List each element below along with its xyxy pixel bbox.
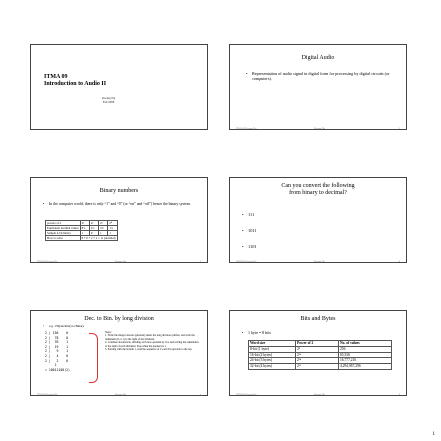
division-result: = 10011100(2) (45, 367, 70, 372)
division-line: 2 | 9 1 (45, 349, 69, 354)
table-cell: 1 (99, 231, 108, 236)
slide2-bullet-1: • Representation of audio signal in digital form for processing by digital circuits (or computers). (246, 71, 396, 81)
slide5-steps (105, 331, 201, 351)
slide2-footer-right: 2 (398, 127, 400, 130)
division-line: 2 | 19 1 (45, 344, 69, 349)
table-cell: 2⁸ (296, 346, 339, 352)
slide2-title: Digital Audio (301, 55, 335, 61)
slide1-title-line2: Introduction to Audio II (44, 81, 107, 87)
table-cell: Sample 4-bit binary (46, 231, 81, 236)
steps-heading: Steps: (105, 331, 112, 334)
slide5-footer-right: 5 (199, 393, 201, 396)
slide2-footer-left: ITMA09 Kwang Ng (236, 127, 257, 130)
slide-thumbnail-4 (229, 177, 407, 263)
table-cell: 2²⁴ (296, 358, 339, 364)
table-cell: 2¹ (99, 221, 108, 226)
slide6-footer-left: ITMA09 Kwang Ng (236, 393, 257, 396)
table-cell: 2² (89, 221, 98, 226)
table-cell: 1 (80, 231, 89, 236)
slide6-title: Bits and Bytes (300, 316, 336, 322)
slide4-items (242, 207, 257, 255)
slide-thumbnail-6 (229, 310, 407, 396)
table-row (46, 236, 118, 241)
slide5-bullets (43, 324, 84, 328)
slide-thumbnail-5 (30, 310, 208, 396)
slide6-bullet-1: • 1 byte = 8 bits (242, 330, 271, 335)
table-cell: 16-bit (2 bytes) (249, 352, 296, 358)
table-cell: 4’s (89, 226, 98, 231)
slide6-footer-right: 6 (398, 393, 400, 396)
slide5-footer-center: Kwang Ng (115, 393, 126, 396)
table-cell: 1 (108, 231, 117, 236)
slide4-item-3: • 1101 (242, 239, 257, 255)
slide3-footer-center: Kwang Ng (115, 260, 126, 263)
slide6-footer-center: Kwang Ng (314, 393, 325, 396)
slide3-title: Binary numbers (99, 188, 139, 194)
slide1-author-term: Fall 2008 (102, 100, 115, 104)
slide3-bullet-1: • In the computer world, there is only “1” and “0” (or “on” and “off”) hence the binary system. (43, 202, 195, 207)
table-row (249, 364, 392, 370)
slide3-table (45, 220, 118, 241)
table-cell: How to solve (46, 236, 81, 241)
table-cell: 0 (89, 231, 98, 236)
result-brace (89, 333, 98, 383)
table-cell: 8 + 0 + 2 + 1 = 11 (decimal) (81, 236, 116, 240)
step-3: 3. Starting with the bottom 1, read the sequence of 1's and 0's upwards to the top. (105, 348, 193, 352)
division-line: 2 | 156 0 (45, 331, 69, 335)
slide4-footer-left: ITMA09 Kwang Ng (236, 260, 257, 263)
slide5-footer-left: ITMA09 Kwang Ng (37, 393, 58, 396)
table-cell: Equivalent decimal values (47, 226, 79, 230)
table-cell: 2’s (99, 226, 108, 231)
slide2-footer-center: Kwang Ng (314, 127, 325, 130)
table-cell: 8’s (80, 226, 89, 231)
division-line: 1 (45, 363, 57, 368)
division-line: 2 | 2 0 (45, 358, 69, 363)
slide4-item-1: • 111 (242, 207, 257, 223)
slide4-title-line1: Can you convert the following (281, 183, 355, 189)
table-cell: 1’s (108, 226, 117, 231)
table-cell: 256 (339, 346, 392, 352)
step-1: 1. Write the integer answer (quotient) under the long division symbol, and write the remainder (0 or 1) to the right of the dividend. (105, 334, 195, 341)
division-line: 2 | 78 0 (45, 335, 69, 340)
page-number: 1 (432, 432, 435, 437)
slide4-title-line2: from binary to decimal? (289, 190, 347, 196)
slide-thumbnail-3 (30, 177, 208, 263)
slide2-bullets (246, 71, 396, 81)
table-cell: 24-bit (3 bytes) (249, 358, 296, 364)
table-cell: powers of 2 (46, 221, 81, 226)
slide4-title (230, 183, 406, 197)
slide3-bullets (43, 202, 195, 207)
slide5-title: Dec. to Bin. by long division (84, 316, 154, 322)
slide4-item-2: • 1011 (242, 223, 257, 239)
slide1-author (102, 96, 115, 104)
table-cell: 65,536 (339, 352, 392, 358)
slide1-title-line1: ITMA 09 (44, 74, 68, 80)
table-cell: 2¹⁶ (296, 352, 339, 358)
slide4-footer-center: Kwang Ng (314, 260, 325, 263)
step-2: 2. Continue downwards, dividing each new quotient by two and writing the remainders to the right of each dividend. Stop when the quotient is 1. (105, 341, 199, 348)
table-cell: 4,294,967,296 (339, 364, 392, 370)
slide3-footer-right: 3 (199, 260, 201, 263)
slide3-footer-left: ITMA09 Kwang Ng (37, 260, 58, 263)
division-line: 2 | 4 0 (45, 353, 69, 358)
table-header-cell: Word size (249, 341, 296, 347)
table-cell: 16,777,216 (339, 358, 392, 364)
slide6-table (248, 340, 392, 370)
long-division-workings (45, 331, 70, 372)
table-cell: 32-bit (4 bytes) (249, 364, 296, 370)
slide1-title (44, 74, 106, 88)
table-cell: 8-bit (1 byte) (249, 346, 296, 352)
division-line: 2 | 39 1 (45, 340, 69, 345)
table-header-cell: No. of values (339, 341, 392, 347)
table-cell: 2⁰ (108, 221, 117, 226)
table-cell: 2³² (296, 364, 339, 370)
slide1-author-name: Kwang Ng (102, 96, 116, 100)
slide6-bullets (242, 330, 271, 335)
slide4-footer-right: 4 (398, 260, 400, 263)
slide-thumbnail-1 (30, 44, 208, 130)
table-header-cell: Power of 2 (296, 341, 339, 347)
slide-thumbnail-2 (229, 44, 407, 130)
table-cell: 2³ (80, 221, 89, 226)
slide5-bullet-1: • e.g. 156(decimal) to Binary (43, 324, 84, 328)
